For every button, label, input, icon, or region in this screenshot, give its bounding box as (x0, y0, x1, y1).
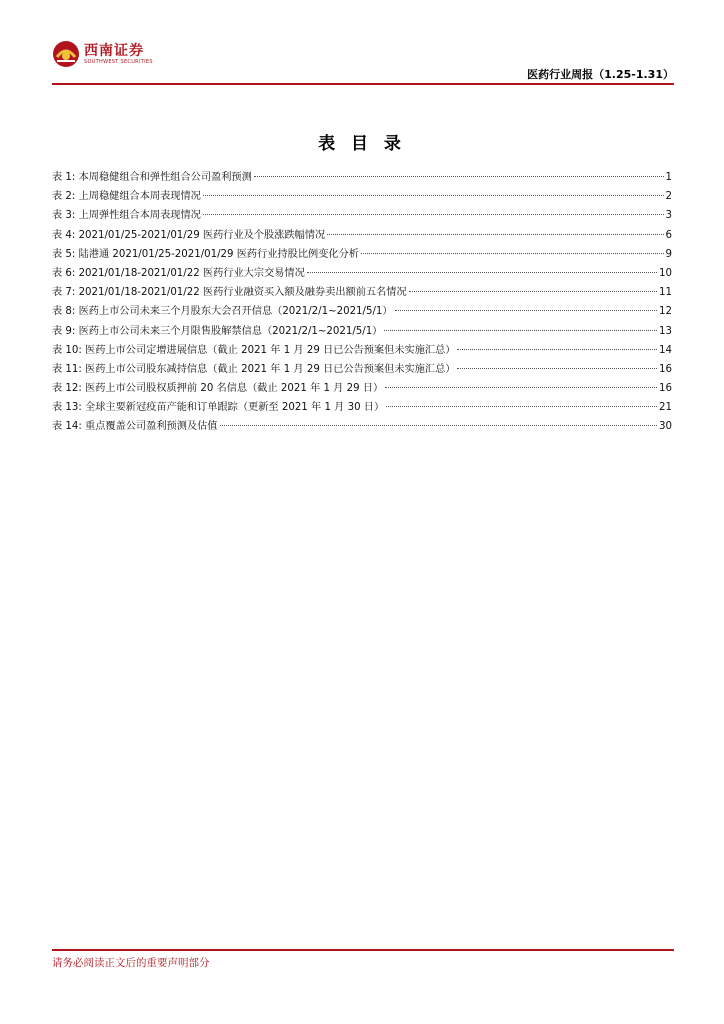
toc-entry-label: 表 1: 本周稳健组合和弹性组合公司盈利预测 (52, 172, 252, 183)
toc-entry-page: 16 (659, 383, 672, 395)
toc-leader-dots (386, 406, 657, 407)
toc-leader-dots (220, 425, 658, 426)
toc-entry[interactable] (52, 341, 672, 360)
toc-leader-dots (327, 234, 663, 235)
toc-leader-dots (254, 176, 664, 177)
toc-entry[interactable] (52, 264, 672, 283)
toc-entry-label: 表 2: 上周稳健组合本周表现情况 (52, 191, 201, 203)
toc-entry-page: 2 (665, 191, 672, 203)
toc-entry-label: 表 14: 重点覆盖公司盈利预测及估值 (52, 421, 218, 433)
logo-name-cn: 西南证券 (84, 42, 144, 59)
toc-entry-label: 表 10: 医药上市公司定增进展信息（截止 2021 年 1 月 29 日已公告预案但未实施汇总） (52, 344, 456, 356)
toc-leader-dots (457, 349, 657, 350)
company-logo (52, 40, 153, 68)
logo-emblem-icon (52, 40, 80, 68)
toc-entry-page: 21 (659, 402, 672, 414)
toc-entry[interactable] (52, 417, 672, 436)
toc-entry[interactable] (52, 379, 672, 398)
toc-entry-label: 表 8: 医药上市公司未来三个月股东大会召开信息（2021/2/1~2021/5/1） (52, 306, 393, 318)
logo-name-en: SOUTHWEST SECURITIES (84, 58, 153, 65)
page-title: 表 目 录 (318, 134, 406, 154)
toc-entry-page: 10 (659, 267, 672, 279)
toc-entry-page: 30 (659, 421, 672, 433)
toc-entry-label: 表 11: 医药上市公司股东减持信息（截止 2021 年 1 月 29 日已公告预案但未实施汇总） (52, 363, 456, 375)
toc-leader-dots (203, 195, 664, 196)
toc-leader-dots (457, 368, 657, 369)
toc-leader-dots (384, 330, 657, 331)
toc-leader-dots (307, 272, 657, 273)
toc-entry-page: 13 (659, 325, 672, 337)
toc-leader-dots (395, 310, 657, 311)
toc-entry-label: 表 3: 上周弹性组合本周表现情况 (52, 210, 201, 222)
toc-entry-page: 6 (665, 229, 672, 241)
toc-entry-page: 9 (665, 248, 672, 260)
table-of-contents (52, 168, 672, 437)
toc-entry[interactable] (52, 360, 672, 379)
toc-entry[interactable] (52, 168, 672, 187)
toc-entry-label: 表 4: 2021/01/25-2021/01/29 医药行业及个股涨跌幅情况 (52, 229, 326, 241)
toc-entry-label: 表 12: 医药上市公司股权质押前 20 名信息（截止 2021 年 1 月 29 日） (52, 383, 384, 395)
footer-divider (52, 949, 674, 951)
toc-leader-dots (385, 387, 657, 388)
toc-leader-dots (203, 214, 664, 215)
toc-entry-label: 表 5: 陆港通 2021/01/25-2021/01/29 医药行业持股比例变化分析 (52, 248, 359, 260)
toc-entry[interactable] (52, 322, 672, 341)
toc-entry-page: 16 (659, 363, 672, 375)
toc-entry-page: 12 (659, 306, 672, 318)
toc-entry-page: 3 (665, 210, 672, 222)
toc-entry-label: 表 6: 2021/01/18-2021/01/22 医药行业大宗交易情况 (52, 267, 305, 279)
toc-entry[interactable] (52, 398, 672, 417)
toc-entry[interactable] (52, 187, 672, 206)
toc-entry-page: 11 (659, 287, 672, 299)
page-header (52, 40, 674, 84)
toc-entry-label: 表 9: 医药上市公司未来三个月限售股解禁信息（2021/2/1~2021/5/1） (52, 325, 383, 337)
toc-leader-dots (409, 291, 657, 292)
header-divider (52, 83, 674, 85)
toc-entry-label: 表 7: 2021/01/18-2021/01/22 医药行业融资买入额及融券卖出额前五名情况 (52, 287, 407, 299)
toc-entry[interactable] (52, 283, 672, 302)
toc-entry[interactable] (52, 245, 672, 264)
toc-leader-dots (361, 253, 664, 254)
toc-entry[interactable] (52, 226, 672, 245)
footer-notice: 请务必阅读正文后的重要声明部分 (52, 957, 210, 969)
report-title: 医药行业周报（1.25-1.31） (527, 68, 674, 81)
toc-entry-page: 1 (665, 172, 672, 183)
toc-entry[interactable] (52, 302, 672, 321)
toc-entry-label: 表 13: 全球主要新冠疫苗产能和订单跟踪（更新至 2021 年 1 月 30 日） (52, 402, 385, 414)
toc-entry-page: 14 (659, 344, 672, 356)
toc-entry[interactable] (52, 206, 672, 225)
